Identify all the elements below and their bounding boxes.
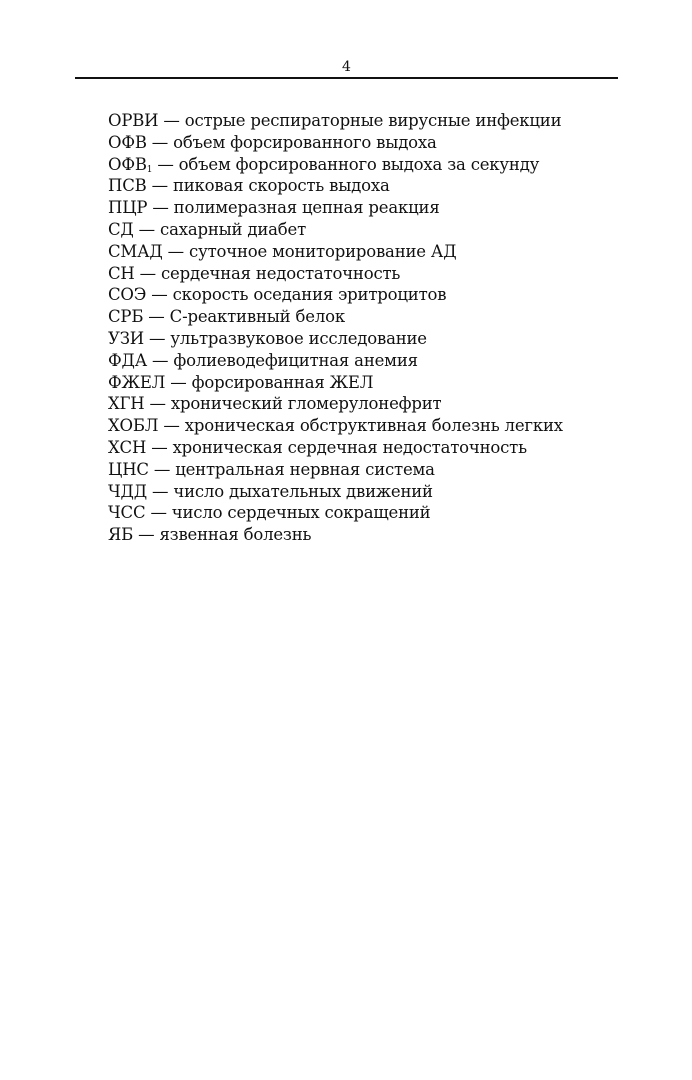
abbreviation-term: ФЖЕЛ — [108, 372, 166, 392]
abbreviation-definition: хроническая обструктивная болезнь легких — [184, 416, 563, 436]
abbreviation-term: ХОБЛ — [108, 416, 159, 436]
abbreviation-entry — [108, 415, 668, 437]
abbreviation-term: ФДА — [108, 350, 148, 370]
abbreviation-definition: объем форсированного выдоха за секунду — [178, 154, 540, 174]
abbreviation-term: ПЦР — [108, 198, 148, 218]
header-rule — [75, 77, 618, 79]
abbreviation-definition: число дыхательных движений — [173, 481, 433, 501]
abbreviation-separator: — — [146, 176, 173, 196]
abbreviation-separator: — — [144, 394, 171, 414]
abbreviation-separator: — — [146, 285, 173, 305]
abbreviation-term: СН — [108, 263, 135, 283]
abbreviation-separator: — — [148, 459, 176, 479]
abbreviation-definition: сахарный диабет — [160, 219, 307, 239]
abbreviation-separator: — — [145, 503, 172, 523]
abbreviation-term: ЦНС — [108, 459, 149, 479]
abbreviation-term: ЧСС — [108, 503, 146, 523]
abbreviation-definition: суточное мониторирование АД — [189, 241, 457, 261]
abbreviation-definition: сердечная недостаточность — [161, 263, 401, 283]
abbreviation-separator: — — [152, 154, 179, 174]
abbreviation-definition: скорость оседания эритроцитов — [172, 285, 447, 305]
abbreviation-entry — [108, 132, 668, 154]
abbreviation-entry — [108, 175, 668, 197]
abbreviation-term: СРБ — [108, 307, 144, 327]
abbreviation-separator: — — [146, 481, 174, 501]
abbreviation-entry — [108, 502, 668, 524]
abbreviation-entry — [108, 219, 668, 241]
abbreviation-separator: — — [146, 437, 173, 457]
abbreviation-definition: хронический гломерулонефрит — [170, 394, 442, 414]
abbreviation-term: ЧДД — [108, 481, 147, 501]
abbreviation-term: УЗИ — [108, 328, 144, 348]
abbreviation-entry — [108, 328, 668, 350]
abbreviation-separator: — — [147, 198, 174, 218]
abbreviation-definition: центральная нервная система — [175, 459, 435, 479]
abbreviation-separator: — — [147, 350, 174, 370]
abbreviation-term: СД — [108, 219, 134, 239]
abbreviation-definition: число сердечных сокращений — [171, 503, 431, 523]
abbreviation-term: СОЭ — [108, 285, 147, 305]
abbreviation-separator: — — [133, 525, 160, 545]
abbreviation-separator: — — [133, 219, 161, 239]
abbreviation-entry — [108, 524, 668, 546]
abbreviation-separator: — — [162, 241, 190, 261]
abbreviation-separator: — — [146, 132, 174, 152]
page-number: 4 — [342, 59, 351, 75]
abbreviation-entry — [108, 459, 668, 481]
abbreviation-separator: — — [165, 372, 192, 392]
abbreviation-entry — [108, 306, 668, 328]
abbreviation-entry — [108, 263, 668, 285]
abbreviation-term: ХСН — [108, 437, 147, 457]
abbreviation-entry — [108, 393, 668, 415]
abbreviation-entry — [108, 350, 668, 372]
abbreviation-entry — [108, 437, 668, 459]
abbreviation-term: ЯБ — [108, 525, 134, 545]
abbreviation-definition: С-реактивный белок — [169, 307, 345, 327]
abbreviation-entry — [108, 481, 668, 503]
abbreviation-separator: — — [134, 263, 162, 283]
abbreviation-term: СМАД — [108, 241, 163, 261]
abbreviation-term: ОФВ — [108, 132, 147, 152]
abbreviation-separator: — — [143, 307, 170, 327]
abbreviation-term: ПСВ — [108, 176, 147, 196]
abbreviation-definition: язвенная болезнь — [159, 525, 312, 545]
abbreviation-term: ХГН — [108, 394, 145, 414]
abbreviation-entry — [108, 241, 668, 263]
abbreviation-term: ОФВ — [108, 154, 147, 174]
abbreviation-entry — [108, 197, 668, 219]
abbreviation-definition: острые респираторные вирусные инфекции — [184, 111, 562, 130]
abbreviation-separator: — — [158, 111, 185, 130]
abbreviation-entry — [108, 284, 668, 306]
abbreviation-subscript: 1 — [146, 164, 153, 175]
abbreviation-entry — [108, 110, 668, 132]
abbreviation-separator: — — [144, 328, 171, 348]
abbreviation-definition: хроническая сердечная недостаточность — [172, 437, 527, 457]
abbreviation-separator: — — [158, 416, 185, 436]
abbreviation-definition: полимеразная цепная реакция — [173, 198, 440, 218]
abbreviation-entry — [108, 154, 668, 176]
abbreviation-entry — [108, 372, 668, 394]
abbreviation-term: ОРВИ — [108, 111, 159, 130]
abbreviation-definition: объем форсированного выдоха — [173, 132, 437, 152]
abbreviation-definition: пиковая скорость выдоха — [172, 176, 390, 196]
abbreviation-definition: ультразвуковое исследование — [170, 328, 427, 348]
abbreviation-definition: форсированная ЖЕЛ — [191, 372, 374, 392]
abbreviation-definition: фолиеводефицитная анемия — [173, 350, 418, 370]
abbreviation-list — [108, 110, 668, 546]
